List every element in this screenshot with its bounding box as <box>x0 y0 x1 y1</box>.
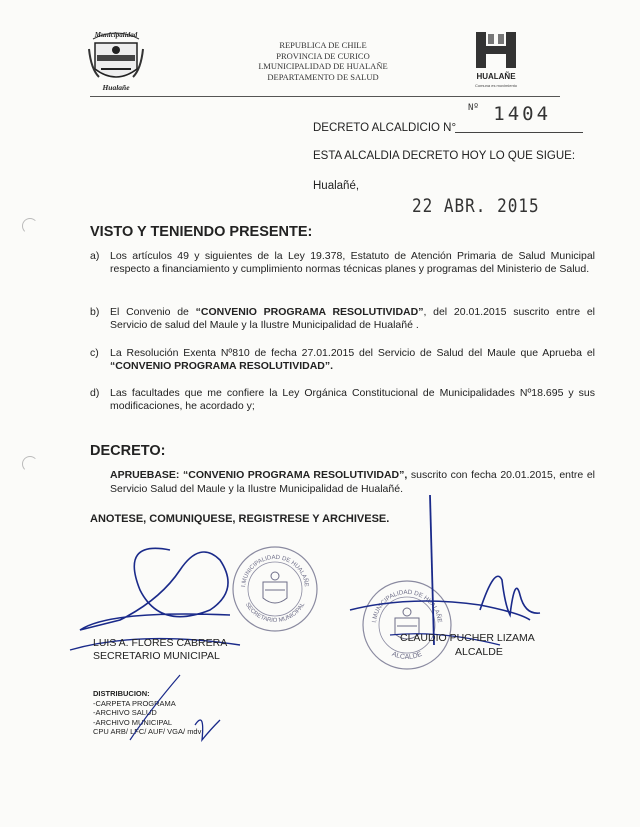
svg-text:I.MUNICIPALIDAD DE HUALAÑE: I.MUNICIPALIDAD DE HUALAÑE <box>371 588 443 624</box>
header-divider <box>90 96 560 97</box>
svg-text:SECRETARIO MUNICIPAL: SECRETARIO MUNICIPAL <box>243 601 307 625</box>
clause-letter: a) <box>90 250 100 262</box>
distribution-item: -ARCHIVO MUNICIPAL <box>93 717 173 727</box>
secretary-title: SECRETARIO MUNICIPAL <box>93 650 220 662</box>
apruebase-clause <box>110 468 595 496</box>
svg-text:Hualañe: Hualañe <box>102 83 130 92</box>
number-sign: Nº <box>468 103 479 113</box>
clause-text-part: El Convenio de <box>110 306 196 318</box>
letterhead-line: I.MUNICIPALIDAD DE HUALAÑE <box>258 61 388 71</box>
clause-letter: c) <box>90 347 99 359</box>
decreto-number-value: 1404 <box>493 103 552 125</box>
clause-d <box>90 387 595 413</box>
clause-text-part: , del 20.01.2015 suscrito entre el Servicio de salud del Maule y la Ilustre Municipalidad de Hualañé . <box>110 306 595 331</box>
letterhead-line: PROVINCIA DE CURICO <box>276 50 370 61</box>
mayor-title: ALCALDE <box>455 646 503 658</box>
distribution-item: -CARPETA PROGRAMA <box>93 698 176 708</box>
decreto-number-underline <box>455 132 583 133</box>
letterhead-line: DEPARTAMENTO DE SALUD <box>267 71 379 82</box>
municipality-crest-logo <box>85 25 147 93</box>
clause-text: Las facultades que me confiere la Ley Orgánica Constitucional de Municipalidades Nº18.695 y sus modificaciones, he acordado y; <box>110 387 595 412</box>
clause-letter: b) <box>90 306 100 318</box>
clause-text <box>110 306 595 332</box>
mayor-handwritten-signature <box>330 495 570 655</box>
clause-letter: d) <box>90 387 100 399</box>
svg-text:ALCALDE: ALCALDE <box>390 650 424 661</box>
svg-text:I.MUNICIPALIDAD DE HUALAÑE: I.MUNICIPALIDAD DE HUALAÑE <box>241 554 309 588</box>
convenio-name: “CONVENIO PROGRAMA RESOLUTIVIDAD” <box>195 306 424 318</box>
letterhead-line: REPUBLICA DE CHILE <box>279 40 367 50</box>
clause-b <box>90 306 595 332</box>
convenio-name: “CONVENIO PROGRAMA RESOLUTIVIDAD”, <box>179 469 408 481</box>
clause-text: Los artículos 49 y siguientes de la Ley 19.378, Estatuto de Atención Primaria de Salud Municipal respecto a financiamiento y cumplimiento normas técnicas planes y programas del Ministerio de Salud. <box>110 250 595 275</box>
svg-text:HUALAÑE: HUALAÑE <box>476 72 516 81</box>
decreto-heading: DECRETO: <box>90 443 166 459</box>
svg-text:Comuna es movimiento: Comuna es movimiento <box>474 83 518 88</box>
convenio-name: “CONVENIO PROGRAMA RESOLUTIVIDAD”. <box>110 360 334 372</box>
punch-hole <box>22 218 38 234</box>
visto-heading: VISTO Y TENIENDO PRESENTE: <box>90 224 313 240</box>
place-label: Hualañé, <box>313 180 360 192</box>
distribution-handwritten-marks <box>110 670 250 750</box>
clause-a <box>90 250 595 276</box>
closing-formula: ANOTESE, COMUNIQUESE, REGISTRESE Y ARCHIVESE. <box>90 513 390 525</box>
mayor-name: CLAUDIO PUCHER LIZAMA <box>400 632 535 644</box>
distribution-item: -ARCHIVO SALUD <box>93 708 157 717</box>
clause-text-part: La Resolución Exenta Nº810 de fecha 27.01.2015 del Servicio de Salud del Maule que Aprueba el <box>110 347 595 359</box>
clause-text: suscrito con fecha 20.01.2015, entre el Servicio Salud del Maule y la Ilustre Municipalidad de Hualañé. <box>110 469 595 495</box>
letterhead <box>238 40 408 82</box>
decreto-number-stamp <box>468 103 551 125</box>
secretary-name: LUIS A. FLORES CABRERA <box>93 637 228 649</box>
clause-text <box>110 347 595 373</box>
apruebase-label: APRUEBASE: <box>110 469 180 481</box>
decreto-number-label: DECRETO ALCALDICIO N° <box>313 122 457 134</box>
date-stamp: 22 ABR. 2015 <box>412 194 540 217</box>
clause-c <box>90 347 595 373</box>
distribution-initials: CPU ARB/ LFC/ AUF/ VGA/ mdv <box>93 727 202 736</box>
svg-text:Municipalidad: Municipalidad <box>94 31 138 39</box>
secretary-handwritten-signature <box>60 530 260 670</box>
decree-intro: ESTA ALCALDIA DECRETO HOY LO QUE SIGUE: <box>313 150 576 162</box>
hualane-h-logo <box>466 28 526 90</box>
punch-hole <box>22 456 38 472</box>
distribution-title: DISTRIBUCION: <box>93 689 150 698</box>
